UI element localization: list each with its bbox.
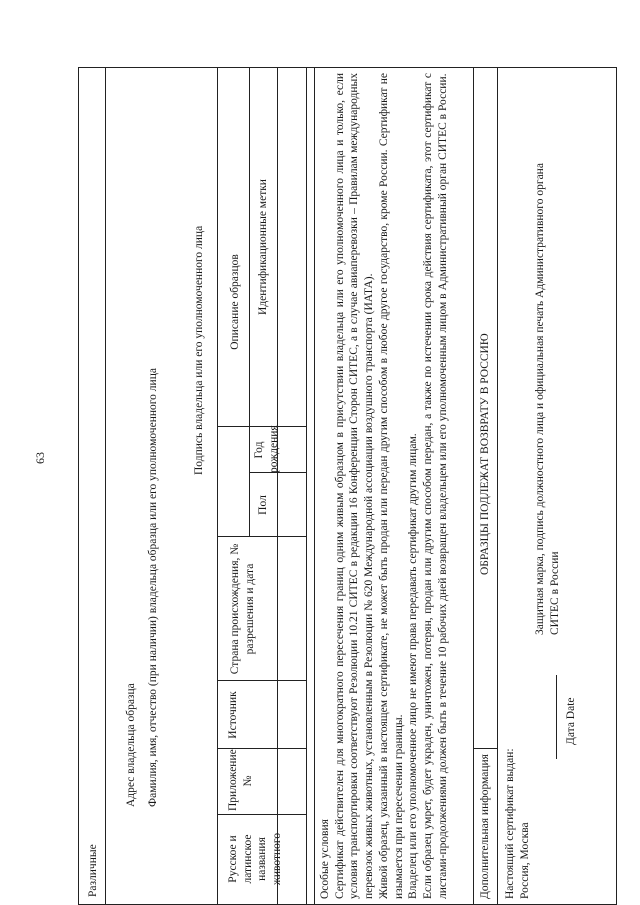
- description-subheader-border: [249, 67, 250, 537]
- additional-top-border: [473, 67, 474, 905]
- special-conditions-title: Особые условия: [319, 819, 331, 899]
- stamp-label-line1: Защитная марка, подпись должностного лица и официальная печать Административного органа: [534, 163, 546, 635]
- issued-place: Россия, Москва: [519, 822, 531, 899]
- table-top-border: [217, 67, 218, 905]
- certificate-form: [78, 67, 617, 905]
- col-description-header: Описание образцов: [229, 254, 241, 350]
- col-divider-1: [217, 814, 306, 815]
- col-appendix-header: Приложение №: [227, 749, 254, 811]
- stamp-label: [533, 115, 562, 635]
- additional-label: Дополнительная информация: [479, 754, 491, 899]
- col-sex-header: Пол: [257, 495, 269, 515]
- owner-address-label: Адрес владельца образца: [125, 683, 137, 807]
- stamp-label-line2: СИТЕС в России: [548, 551, 561, 635]
- issued-label: Настоящий сертификат выдан:: [504, 748, 516, 899]
- header-label: Различные: [87, 844, 99, 897]
- page-number: 63: [33, 452, 47, 464]
- owner-signature-label: Подпись владельца или его уполномоченного лица: [193, 225, 205, 475]
- rotated-form-stage: [78, 67, 617, 905]
- col-country-header: Страна происхождения, № разрешения и дата: [229, 543, 256, 675]
- special-conditions-top-border: [314, 67, 315, 905]
- table-row-border: [306, 67, 307, 905]
- special-conditions-p2: Живой образец, указанный в настоящем сертификате, не может быть продан или передан другим способом в любое другое государство, кроме России. Сертификат не изымается при пересечении границы.: [377, 73, 405, 899]
- divider-header: [105, 67, 106, 905]
- col-source-header: Источник: [227, 691, 239, 739]
- owner-name-label: Фамилия, имя, отчество (при наличии) владельца образца или его уполномоченного лица: [147, 368, 159, 807]
- table-header-border: [277, 67, 278, 905]
- col-marks-header: Идентификационные метки: [257, 179, 269, 315]
- col-birth-year-header: Год рождения: [253, 425, 280, 473]
- col-species-header: Русское и латинское названия животного: [227, 832, 284, 886]
- special-conditions-p4: Если образец умрет, будет украден, уничтожен, потерян, продан или другим способом передан, а также по истечении срока действия сертификата, этот сертификат с листами-продолжениями должен быть в течение 10 рабочих дней возвращен владельцем или его уполномоченным лицом в Административный орган СИТЕС в России.: [422, 73, 449, 899]
- return-note: ОБРАЗЦЫ ПОДЛЕЖАТ ВОЗВРАТУ В РОССИЮ: [479, 333, 491, 575]
- special-conditions: [318, 73, 450, 899]
- special-conditions-p1: Сертификат действителен для многократного пересечения границ одним живым образцом в присутствии владельца или его уполномоченного лица и только, если условия транспортировки соответствуют Резолюции 10.21 СИТЕС в редакции 16 Конференции Сторон СИТЕС, а в случае авиаперевозки – Правилам международных перевозок живых животных, установленным в Резолюции № 620 Международной ассоциации воздушного транспорта (ИАТА).: [333, 73, 376, 899]
- additional-divider: [473, 748, 497, 749]
- col-divider-3: [217, 680, 306, 681]
- special-conditions-p3: Владелец или его уполномоченное лицо не имеют права передавать сертификат другим лицам.: [407, 433, 420, 899]
- additional-bottom-border: [497, 67, 498, 905]
- date-label: Дата Date: [565, 697, 577, 745]
- date-signature-line: [556, 675, 557, 759]
